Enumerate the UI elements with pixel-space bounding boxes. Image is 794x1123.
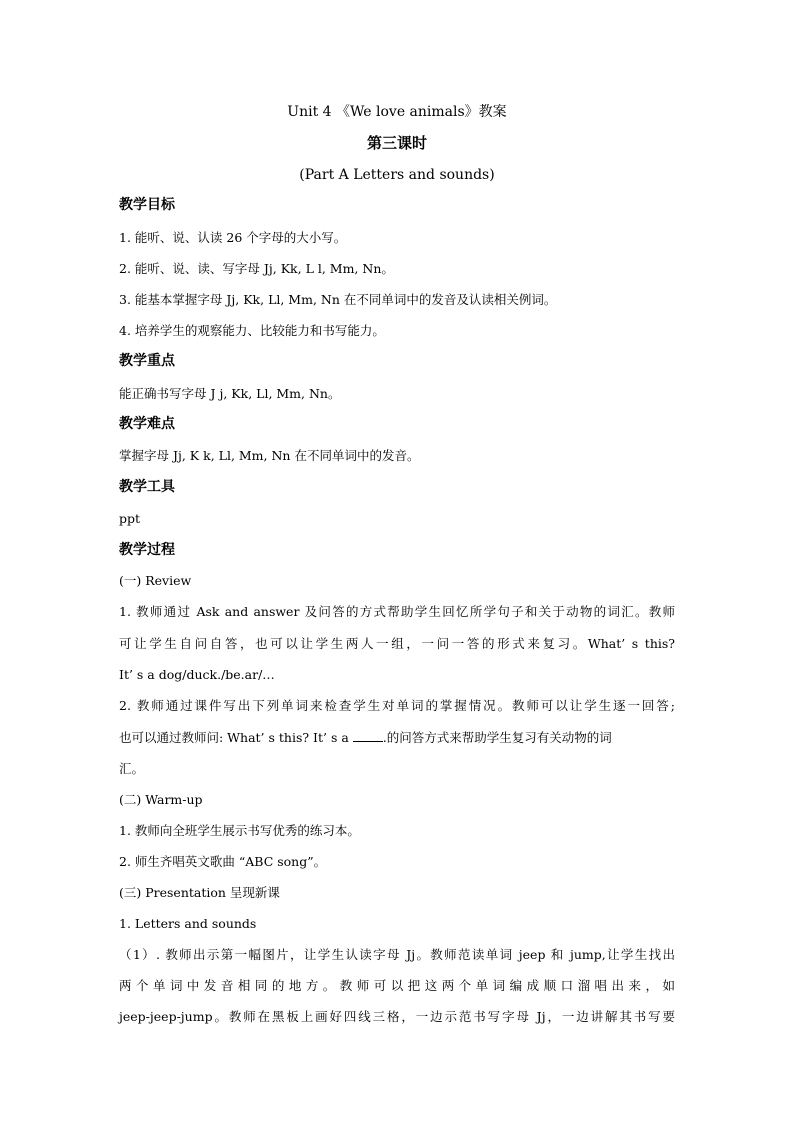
presentation-sub-1-line-3: jeep-jeep-jump。教师在黑板上画好四线三格，一边示范书写字母 Jj，一边讲解其书写要 — [119, 1009, 675, 1024]
key-points-heading: 教学重点 — [119, 353, 175, 369]
tools-text: ppt — [119, 511, 141, 526]
tools-heading: 教学工具 — [119, 479, 175, 495]
warmup-item-2: 2. 师生齐唱英文歌曲 “ABC song”。 — [119, 854, 327, 869]
review-label: (一) Review — [119, 573, 192, 588]
objective-item: 1. 能听、说、认读 26 个字母的大小写。 — [119, 230, 347, 245]
document-title: Unit 4 《We love animals》教案 — [287, 104, 507, 120]
presentation-sub-1-line-1: （1）. 教师出示第一幅图片，让学生认读字母 Jj。教师范读单词 jeep 和 jump,让学生找出 — [119, 947, 675, 962]
part-title: (Part A Letters and sounds) — [299, 167, 495, 183]
review-item-2-line-2 — [119, 729, 612, 747]
warmup-item-1: 1. 教师向全班学生展示书写优秀的练习本。 — [119, 823, 360, 838]
objective-item: 3. 能基本掌握字母 Jj, Kk, Ll, Mm, Nn 在不同单词中的发音及认读相关例词。 — [119, 292, 557, 307]
warmup-label: (二) Warm-up — [119, 792, 203, 807]
fill-in-blank — [353, 729, 383, 742]
difficulties-text: 掌握字母 Jj, K k, Ll, Mm, Nn 在不同单词中的发音。 — [119, 448, 420, 463]
presentation-item-1: 1. Letters and sounds — [119, 916, 257, 931]
review-item-2-line-2-end: .的问答方式来帮助学生复习有关动物的词 — [382, 730, 612, 745]
key-points-text: 能正确书写字母 J j, Kk, Ll, Mm, Nn。 — [119, 386, 341, 401]
presentation-sub-1-line-2: 两个单词中发音相同的地方。教师可以把这两个单词编成顺口溜唱出来，如 — [119, 978, 675, 993]
process-heading: 教学过程 — [119, 542, 175, 558]
review-item-1-line-2: 可让学生自问自答，也可以让学生两人一组，一问一答的形式来复习。What’ s this? — [119, 636, 675, 651]
lesson-subtitle: 第三课时 — [366, 134, 427, 152]
review-item-1-line-3: It’ s a dog/duck./be.ar/… — [119, 667, 275, 682]
review-item-2-line-2-start: 也可以通过教师问: What’ s this? It’ s a — [119, 730, 353, 745]
review-item-1-line-1: 1. 教师通过 Ask and answer 及问答的方式帮助学生回忆所学句子和关于动物的词汇。教师 — [119, 604, 675, 619]
presentation-label: (三) Presentation 呈现新课 — [119, 885, 280, 900]
objectives-heading: 教学目标 — [119, 197, 175, 213]
review-item-2-line-1: 2. 教师通过课件写出下列单词来检查学生对单词的掌握情况。教师可以让学生逐一回答; — [119, 698, 675, 713]
difficulties-heading: 教学难点 — [119, 416, 175, 432]
objective-item: 4. 培养学生的观察能力、比较能力和书写能力。 — [119, 323, 385, 338]
objective-item: 2. 能听、说、读、写字母 Jj, Kk, L l, Mm, Nn。 — [119, 261, 394, 276]
review-item-2-line-3: 汇。 — [119, 761, 145, 776]
